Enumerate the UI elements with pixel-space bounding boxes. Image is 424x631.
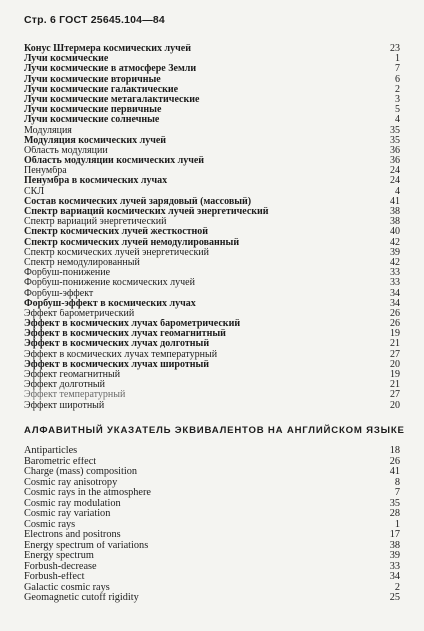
index-entry <box>24 520 400 531</box>
index-entry <box>24 176 400 186</box>
index-term: СКЛ <box>24 186 45 197</box>
index-page-number: 8 <box>394 476 400 488</box>
index-page-number: 35 <box>390 124 400 136</box>
index-term: Форбуш-эффект в космических лучах <box>24 298 196 309</box>
index-page-number: 34 <box>390 297 400 309</box>
index-entry <box>24 530 400 541</box>
index-term: Cosmic rays <box>24 519 76 530</box>
index-term: Cosmic ray anisotropy <box>24 477 118 488</box>
index-entry <box>24 115 400 125</box>
index-term: Спектр космических лучей энергетический <box>24 247 209 258</box>
index-entry <box>24 289 400 299</box>
index-term: Область модуляции <box>24 145 108 156</box>
index-entry <box>24 166 400 176</box>
index-term: Лучи космические <box>24 54 109 65</box>
index-page-number: 26 <box>390 318 400 330</box>
index-entry <box>24 238 400 248</box>
index-term: Эффект барометрический <box>24 308 135 319</box>
index-entry <box>24 360 400 370</box>
index-term: Эффект температурный <box>24 390 126 401</box>
index-term: Barometric effect <box>24 456 97 467</box>
index-entry <box>24 64 400 74</box>
index-page-number: 21 <box>390 338 400 350</box>
index-entry <box>24 370 400 380</box>
index-page-number: 21 <box>390 379 400 391</box>
index-entry <box>24 509 400 520</box>
index-page-number: 25 <box>389 592 400 603</box>
index-term: Лучи космические первичные <box>24 105 162 116</box>
index-page-number: 2 <box>395 83 400 95</box>
index-page-number: 39 <box>389 550 400 561</box>
index-entry <box>24 187 400 197</box>
index-entry <box>24 467 400 478</box>
index-entry <box>24 339 400 349</box>
index-page-number: 38 <box>390 216 400 228</box>
index-entry <box>24 401 400 411</box>
index-term: Лучи космические в атмосфере Земли <box>24 64 197 75</box>
index-entry <box>24 350 400 360</box>
index-entry <box>24 136 400 146</box>
index-term: Cosmic rays in the atmosphere <box>24 488 151 498</box>
english-equivalents-heading: АЛФАВИТНЫЙ УКАЗАТЕЛЬ ЭКВИВАЛЕНТОВ НА АНГЛИЙСКОМ ЯЗЫКЕ <box>24 425 405 436</box>
index-page-number: 41 <box>389 466 400 477</box>
index-page-number: 41 <box>390 195 400 207</box>
index-page-number: 42 <box>390 256 400 268</box>
index-page-number: 7 <box>394 487 400 498</box>
index-term: Electrons and positrons <box>24 530 121 540</box>
index-entry <box>24 329 400 339</box>
index-term: Эффект в космических лучах температурный <box>24 349 218 360</box>
index-page-number: 33 <box>390 277 400 289</box>
index-entry <box>24 44 400 54</box>
index-term: Форбуш-понижение космических лучей <box>24 278 195 289</box>
index-page-number: 17 <box>389 529 400 540</box>
index-page-number: 33 <box>390 267 400 279</box>
index-page-number: 20 <box>390 399 400 411</box>
index-term: Область модуляции космических лучей <box>24 156 205 167</box>
index-page-number: 2 <box>394 581 400 593</box>
index-term: Эффект долготный <box>24 380 105 391</box>
index-term: Конус Штермера космических лучей <box>24 44 191 54</box>
index-term: Эффект в космических лучах барометрический <box>24 319 241 330</box>
index-page-number: 18 <box>389 445 400 456</box>
index-page-number: 27 <box>390 389 400 401</box>
index-entry <box>24 278 400 288</box>
index-page-number: 34 <box>389 571 400 582</box>
index-term: Модуляция космических лучей <box>24 135 167 146</box>
index-page-number: 35 <box>389 497 400 509</box>
index-term: Модуляция <box>24 125 72 136</box>
index-page-number: 34 <box>390 287 400 299</box>
index-term: Charge (mass) composition <box>24 467 138 477</box>
index-term: Cosmic ray modulation <box>24 498 121 509</box>
index-term: Antiparticles <box>24 446 78 456</box>
index-page-number: 28 <box>389 508 400 519</box>
index-entry <box>24 309 400 319</box>
index-entry <box>24 95 400 105</box>
index-page-number: 19 <box>390 328 400 340</box>
index-entry <box>24 380 400 390</box>
english-term-index <box>24 446 400 604</box>
index-term: Эффект в космических лучах геомагнитный <box>24 329 226 340</box>
index-page-number: 1 <box>394 518 400 530</box>
index-term: Galactic cosmic rays <box>24 582 110 593</box>
index-page-number: 6 <box>395 73 400 85</box>
index-page-number: 5 <box>395 104 400 116</box>
page-header: Стр. 6 ГОСТ 25645.104—84 <box>24 14 165 26</box>
index-entry <box>24 390 400 400</box>
index-entry <box>24 75 400 85</box>
index-page-number: 40 <box>390 226 400 238</box>
index-entry <box>24 258 400 268</box>
index-entry <box>24 499 400 510</box>
index-entry <box>24 197 400 207</box>
index-term: Спектр вариаций энергетический <box>24 217 167 228</box>
index-entry <box>24 268 400 278</box>
index-page-number: 39 <box>390 246 400 258</box>
index-entry <box>24 126 400 136</box>
index-entry <box>24 541 400 552</box>
index-page-number: 27 <box>390 348 400 360</box>
index-term: Energy spectrum <box>24 551 94 561</box>
index-term: Лучи космические галактические <box>24 84 179 95</box>
index-term: Geomagnetic cutoff rigidity <box>24 593 139 603</box>
index-term: Спектр немодулированный <box>24 257 140 268</box>
index-page-number: 19 <box>390 369 400 380</box>
index-entry <box>24 572 400 583</box>
index-entry <box>24 207 400 217</box>
index-page-number: 36 <box>390 144 400 156</box>
index-page-number: 26 <box>390 307 400 319</box>
index-page-number: 38 <box>389 539 400 551</box>
index-page-number: 23 <box>390 43 400 54</box>
index-page-number: 4 <box>395 185 400 197</box>
index-term: Спектр вариаций космических лучей энергетический <box>24 207 269 217</box>
index-entry <box>24 478 400 489</box>
index-term: Форбуш-понижение <box>24 268 111 279</box>
index-page-number: 36 <box>390 155 400 167</box>
index-term: Спектр космических лучей немодулированный <box>24 237 240 248</box>
russian-term-index <box>24 44 400 411</box>
index-page-number: 26 <box>389 455 400 467</box>
index-term: Эффект в космических лучах широтный <box>24 359 210 370</box>
index-term: Состав космических лучей зарядовый (массовый) <box>24 196 252 207</box>
index-term: Forbush-decrease <box>24 561 97 572</box>
index-term: Эффект геомагнитный <box>24 370 121 380</box>
index-page-number: 24 <box>390 175 400 187</box>
index-term: Лучи космические солнечные <box>24 115 160 126</box>
index-term: Пенумбра <box>24 166 67 177</box>
index-entry <box>24 156 400 166</box>
index-page-number: 1 <box>395 53 400 65</box>
index-entry <box>24 105 400 115</box>
index-term: Эффект широтный <box>24 400 105 411</box>
index-entry <box>24 583 400 594</box>
index-entry <box>24 54 400 64</box>
index-entry <box>24 446 400 457</box>
index-entry <box>24 551 400 562</box>
index-page-number: 33 <box>389 560 400 572</box>
index-page-number: 20 <box>390 358 400 370</box>
index-page-number: 35 <box>390 134 400 146</box>
index-page-number: 3 <box>395 93 400 105</box>
index-term: Эффект в космических лучах долготный <box>24 339 210 350</box>
index-term: Спектр космических лучей жесткостной <box>24 227 209 238</box>
index-entry <box>24 248 400 258</box>
index-page-number: 24 <box>390 165 400 177</box>
index-entry <box>24 488 400 499</box>
index-entry <box>24 146 400 156</box>
index-page-number: 38 <box>390 206 400 217</box>
index-page-number: 7 <box>395 63 400 75</box>
index-term: Forbush-effect <box>24 572 85 582</box>
index-entry <box>24 299 400 309</box>
index-entry <box>24 319 400 329</box>
index-entry <box>24 562 400 573</box>
index-entry <box>24 457 400 468</box>
index-term: Лучи космические метагалактические <box>24 94 200 105</box>
index-entry <box>24 227 400 237</box>
index-term: Energy spectrum of variations <box>24 540 149 551</box>
index-entry <box>24 217 400 227</box>
index-term: Пенумбра в космических лучах <box>24 176 168 187</box>
index-term: Cosmic ray variation <box>24 509 111 519</box>
index-term: Форбуш-эффект <box>24 288 94 299</box>
index-term: Лучи космические вторичные <box>24 74 161 85</box>
index-entry <box>24 593 400 604</box>
index-page-number: 4 <box>395 114 400 126</box>
index-page-number: 42 <box>390 236 400 248</box>
index-entry <box>24 85 400 95</box>
